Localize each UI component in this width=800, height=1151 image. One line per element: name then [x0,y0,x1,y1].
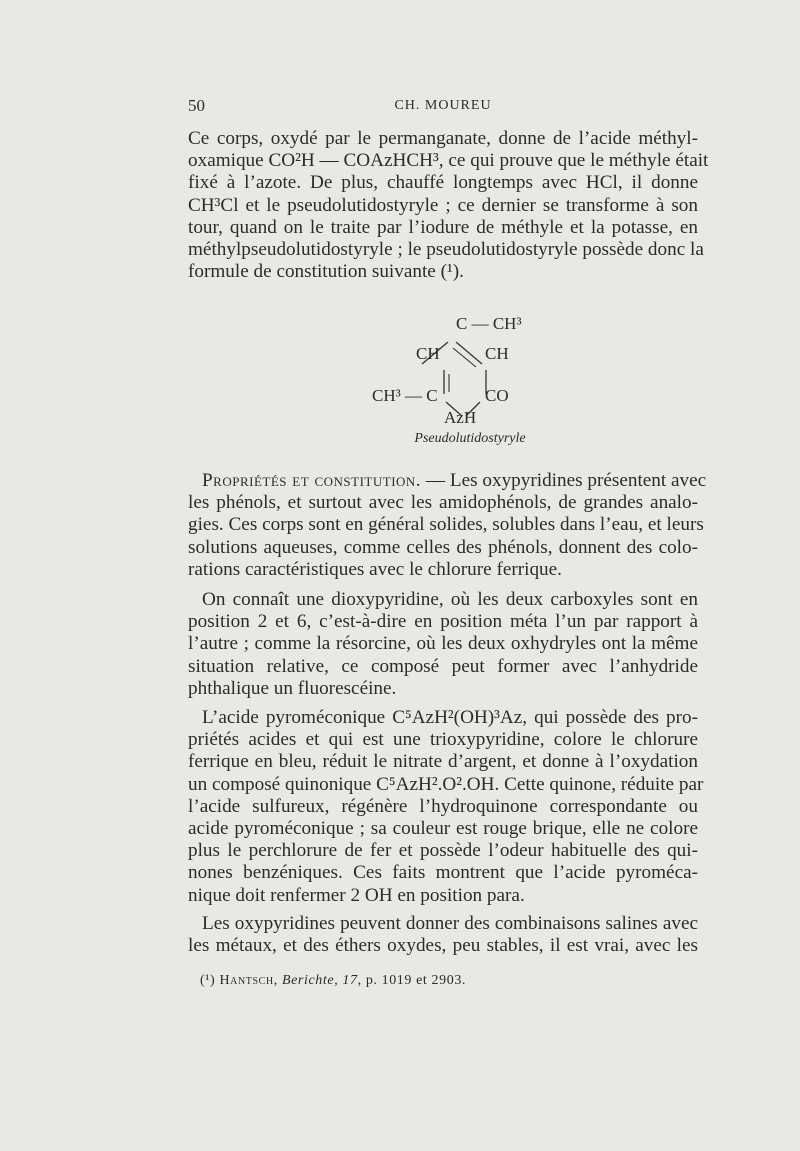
text-line: acide pyroméconique ; sa couleur est rouge brique, elle ne colore [188,818,698,840]
footnote-mark: (¹) [200,973,216,988]
formula-left-upper: CH [416,344,440,363]
page-number: 50 [188,96,205,115]
text-line: priétés acides et qui est une trioxypyridine, colore le chlorure [188,729,698,751]
text-line: ferrique en bleu, réduit le nitrate d’argent, et donne à l’oxydation [188,751,698,773]
text-line: plus le perchlorure de fer et possède l’odeur habituelle des qui- [188,840,698,862]
text-line: méthylpseudolutidostyryle ; le pseudolutidostyryle possède donc la [188,239,704,261]
text-line: phthalique un fluorescéine. [188,677,397,699]
paragraph-4 [188,707,704,907]
formula-right-lower: CO [485,386,509,405]
text-line: les phénols, et surtout avec les amidophénols, de grandes analo- [188,492,698,514]
paragraph-1 [188,128,709,283]
text-line: oxamique CO²H — COAzHCH³, ce qui prouve que le méthyle était [188,150,709,172]
text-line: solutions aqueuses, comme celles des phénols, donnent des colo- [188,536,698,558]
text-line: l’autre ; comme la résorcine, où les deux oxhydryles ont la même [188,633,698,655]
text-line: Ce corps, oxydé par le permanganate, donne de l’acide méthyl- [188,128,698,149]
page-header [188,96,698,120]
formula-caption: Pseudolutidostyryle [414,431,526,446]
paragraph-3 [188,589,698,700]
text-line: Les oxypyridines peuvent donner des combinaisons salines avec [202,913,698,934]
text-line: nones benzéniques. Ces faits montrent que l’acide pyroméca- [188,862,698,884]
text-line: On connaît une dioxypyridine, où les deux carboxyles sont en [202,589,698,610]
text-line [188,470,707,492]
formula-right-upper: CH [485,344,509,363]
text-line: fixé à l’azote. De plus, chauffé longtemps avec HCl, il donne [188,172,698,194]
text-line: position 2 et 6, c’est-à-dire en position méta l’un par rapport à [188,611,698,633]
text-run: — Les oxypyridines présentent avec [421,470,707,491]
paragraph-5 [188,913,698,957]
section-heading: Propriétés et constitution. [202,470,422,491]
text-line: les métaux, et des éthers oxydes, peu stables, il est vrai, avec les [188,935,698,957]
text-line: un composé quinonique C⁵AzH².O².OH. Cette quinone, réduite par [188,773,704,795]
text-line: tour, quand on le traite par l’iodure de méthyle et la potasse, en [188,216,698,238]
formula-left-lower: CH³ — C [372,386,438,405]
footnote [200,973,466,989]
text-line: situation relative, ce composé peut former avec l’anhydride [188,655,698,677]
text-line: formule de constitution suivante (¹). [188,261,464,283]
text-line: L’acide pyroméconique C⁵AzH²(OH)³Az, qui possède des pro- [202,707,698,728]
formula-top: C — CH³ [456,314,522,333]
text-line: CH³Cl et le pseudolutidostyryle ; ce dernier se transforme à son [188,194,698,216]
footnote-journal: Berichte, 17, [281,973,362,988]
text-line: nique doit renfermer 2 OH en position para. [188,884,525,906]
formula-bottom: AzH [444,408,477,427]
footnote-author: Hantsch, [219,973,278,988]
running-head: CH. MOUREU [394,98,492,113]
text-line: rations caractéristiques avec le chlorure ferrique. [188,558,562,580]
footnote-pages: p. 1019 et 2903. [365,973,467,988]
text-line: gies. Ces corps sont en général solides, solubles dans l’eau, et leurs [188,514,704,536]
text-line: l’acide sulfureux, régénère l’hydroquinone correspondante ou [188,795,698,817]
paragraph-2 [188,470,707,581]
